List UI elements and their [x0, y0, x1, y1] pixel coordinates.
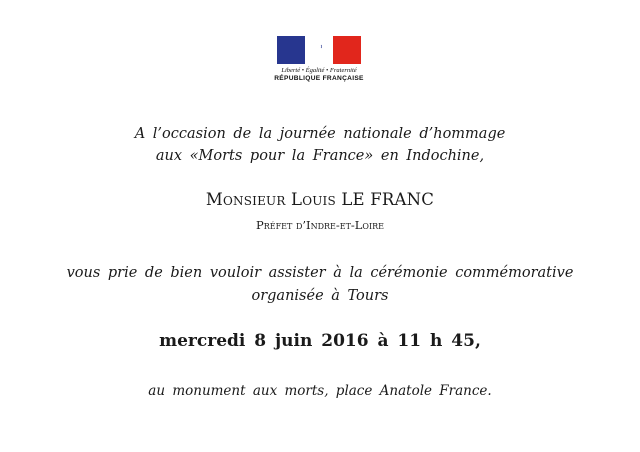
- request-line-1: vous prie de bien vouloir assister à la cérémonie commémorative: [66, 265, 574, 281]
- host-name: Monsieur Louis LE FRANC: [205, 190, 435, 209]
- event-date-time: mercredi 8 juin 2016 à 11 h 45,: [159, 331, 481, 351]
- intro-line-1: A l’occasion de la journée nationale d’hommage: [134, 126, 506, 142]
- motto-text: Liberté • Égalité • Fraternité: [281, 67, 357, 74]
- republic-label: RÉPUBLIQUE FRANÇAISE: [274, 75, 364, 82]
- marianne-logo-icon: [277, 36, 361, 64]
- republique-francaise-logo: [274, 36, 364, 92]
- intro-line-2: aux «Morts pour la France» en Indochine,: [155, 148, 485, 164]
- request-line-2: organisée à Tours: [251, 288, 389, 304]
- host-title: Préfet d’Indre-et-Loire: [255, 218, 385, 232]
- event-location: au monument aux morts, place Anatole France.: [148, 383, 492, 399]
